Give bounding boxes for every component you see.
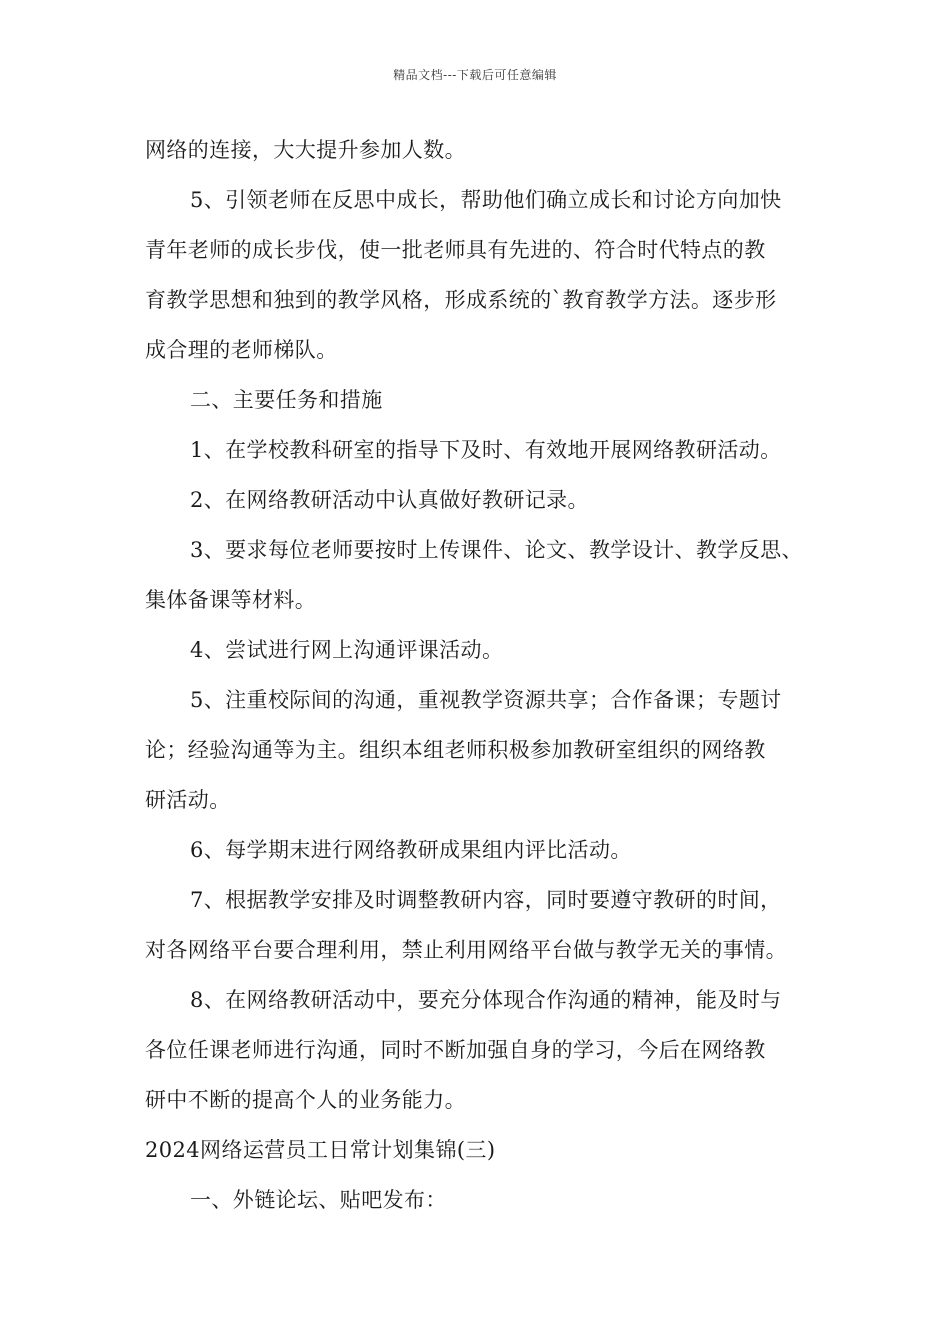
document-title: 2024网络运营员工日常计划集锦(三): [145, 1138, 496, 1162]
paragraph-line: 4、尝试进行网上沟通评课活动。: [190, 638, 504, 662]
paragraph-line: 网络的连接，大大提升参加人数。: [145, 138, 466, 162]
paragraph-line: 2、在网络教研活动中认真做好教研记录。: [190, 488, 589, 512]
paragraph-line: 青年老师的成长步伐，使一批老师具有先进的、符合时代特点的教: [145, 238, 766, 262]
paragraph-line: 论；经验沟通等为主。组织本组老师积极参加教研室组织的网络教: [145, 738, 766, 762]
paragraph-line: 对各网络平台要合理利用，禁止利用网络平台做与教学无关的事情。: [145, 938, 787, 962]
paragraph-line: 7、根据教学安排及时调整教研内容，同时要遵守教研的时间，: [190, 888, 782, 912]
page-header: 精品文档---下载后可任意编辑: [393, 68, 557, 82]
paragraph-line: 6、每学期末进行网络教研成果组内评比活动。: [190, 838, 632, 862]
paragraph-line: 8、在网络教研活动中，要充分体现合作沟通的精神，能及时与: [190, 988, 782, 1012]
paragraph-line: 各位任课老师进行沟通，同时不断加强自身的学习，今后在网络教: [145, 1038, 766, 1062]
paragraph-line: 研活动。: [145, 788, 231, 812]
paragraph-line: 育教学思想和独到的教学风格，形成系统的`教育教学方法。逐步形: [145, 288, 777, 312]
paragraph-line: 5、注重校际间的沟通，重视教学资源共享；合作备课；专题讨: [190, 688, 782, 712]
paragraph-line: 1、在学校教科研室的指导下及时、有效地开展网络教研活动。: [190, 438, 782, 462]
paragraph-line: 集体备课等材料。: [145, 588, 317, 612]
paragraph-line: 5、引领老师在反思中成长，帮助他们确立成长和讨论方向加快: [190, 188, 782, 212]
section-heading: 一、外链论坛、贴吧发布：: [190, 1188, 447, 1212]
paragraph-line: 3、要求每位老师要按时上传课件、论文、教学设计、教学反思、: [190, 538, 803, 562]
paragraph-line: 成合理的老师梯队。: [145, 338, 338, 362]
paragraph-line: 研中不断的提高个人的业务能力。: [145, 1088, 466, 1112]
section-heading: 二、主要任务和措施: [190, 388, 383, 412]
